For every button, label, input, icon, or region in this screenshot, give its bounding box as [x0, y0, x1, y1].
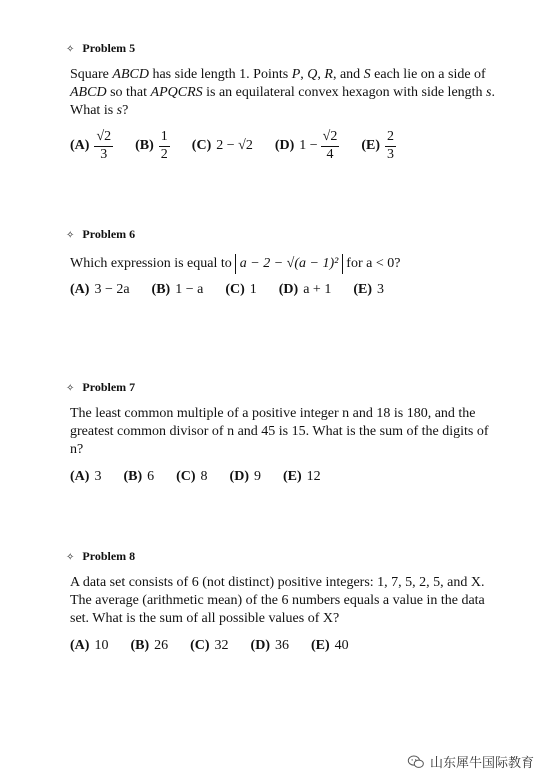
problem-title: ✧ Problem 7: [66, 380, 136, 394]
diamond-icon: ✧: [66, 230, 75, 241]
answer-b: (B) 26: [130, 638, 169, 653]
answer-c: (C) 1: [225, 282, 257, 297]
diamond-icon: ✧: [66, 383, 75, 394]
answer-e: (E) 40: [310, 638, 349, 653]
problem-title: ✧ Problem 5: [66, 41, 136, 55]
watermark-text: 山东犀牛国际教育: [429, 756, 534, 771]
absolute-value-expression: a − 2 − √(a − 1)²: [235, 254, 344, 274]
problem-5: [66, 40, 500, 162]
answer-c: (C) 32: [190, 638, 229, 653]
answer-d: (D) a + 1: [278, 282, 332, 297]
problem-statement: A data set consists of 6 (not distinct) positive integers: 1, 7, 5, 2, 5, and X. The average (arithmetic mean) of the 6 numbers equals a value in the data set. What is the sum of all possible values of X?: [70, 575, 485, 626]
answer-e: (E) $\frac{2}{3}$: [361, 129, 395, 162]
answer-e: (E) 12: [282, 469, 321, 484]
wechat-icon: [407, 755, 425, 769]
diamond-icon: ✧: [66, 552, 75, 563]
answer-b: (B) 1 − a: [151, 282, 204, 297]
problem-6: [66, 226, 500, 298]
answer-a: (A) 3: [70, 469, 102, 484]
problem-statement: The least common multiple of a positive integer n and 18 is 180, and the greatest common divisor of n and 45 is 15. What is the sum of the digits of n?: [70, 406, 489, 457]
answer-d: (D) 1 − $\frac{√2}{4}$: [274, 129, 338, 162]
problem-statement: Which expression is equal to a − 2 − √(a − 1)² for a < 0?: [70, 254, 500, 274]
answer-b: (B) $\frac{1}{2}$: [135, 129, 168, 162]
problem-7: [66, 379, 500, 485]
answer-a: (A) 10: [70, 638, 109, 653]
diamond-icon: ✧: [66, 44, 75, 55]
answer-choices: [70, 638, 500, 654]
answer-a: (A) $\frac{√2}{3}$: [70, 129, 112, 162]
problem-statement: Square ABCD has side length 1. Points P, Q, R, and S each lie on a side of ABCD so that APQCRS is an equilateral convex hexagon with side length s. What is s?: [70, 67, 495, 118]
problem-8: [66, 548, 500, 654]
answer-a: (A) 3 − 2a: [70, 282, 130, 297]
answer-d: (D) 9: [229, 469, 261, 484]
answer-choices: [70, 469, 500, 485]
answer-c: (C) 2 − √2: [191, 138, 253, 154]
answer-choices: [70, 282, 500, 298]
problem-title: ✧ Problem 8: [66, 549, 136, 563]
answer-b: (B) 6: [123, 469, 155, 484]
problem-title: ✧ Problem 6: [66, 227, 136, 241]
watermark: [407, 752, 534, 771]
answer-d: (D) 36: [250, 638, 289, 653]
answer-e: (E) 3: [353, 282, 384, 297]
answer-c: (C) 8: [176, 469, 208, 484]
answer-choices: [70, 130, 500, 162]
